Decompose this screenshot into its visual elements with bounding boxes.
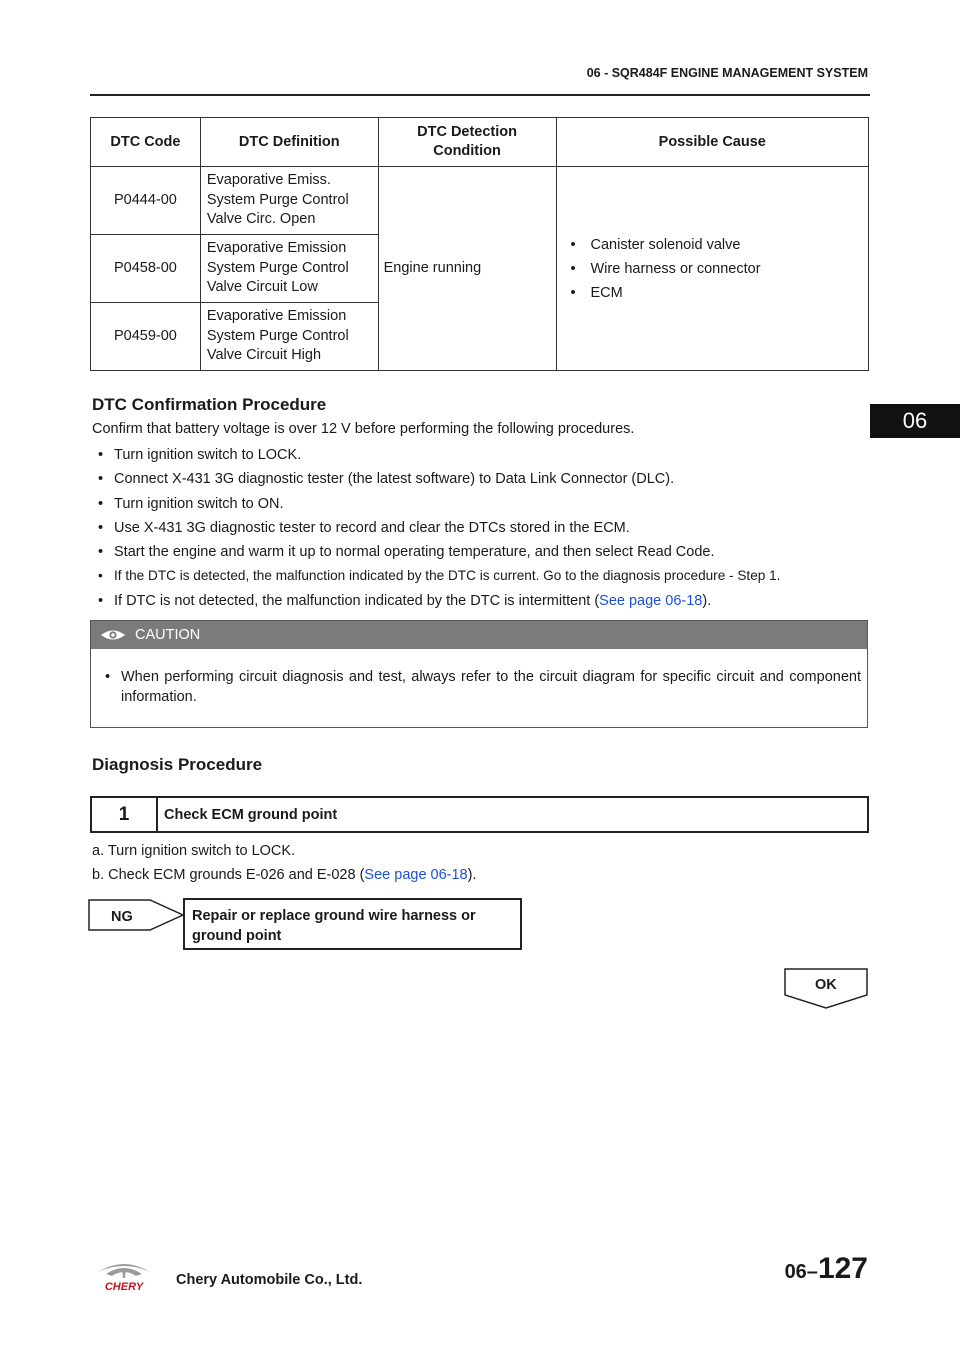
diagnosis-heading: Diagnosis Procedure	[92, 755, 263, 774]
dtc-definition-cell	[200, 235, 378, 303]
page-number-value: 127	[817, 1252, 868, 1285]
column-header-dtc-definition: DTC Definition	[200, 118, 378, 167]
list-item: • Connect X-431 3G diagnostic tester (the latest software) to Data Link Connector (DLC).	[92, 469, 872, 493]
definition-line: System Purge Control	[206, 191, 349, 208]
page-number	[785, 1252, 868, 1286]
definition-line: System Purge Control	[206, 259, 349, 276]
list-item: • Use X-431 3G diagnostic tester to record and clear the DTCs stored in the ECM.	[92, 518, 872, 542]
ok-label: OK	[815, 977, 837, 993]
substep-a: a. Turn ignition switch to LOCK.	[92, 843, 296, 859]
list-item: • ECM	[563, 281, 863, 305]
confirmation-steps	[92, 445, 872, 615]
definition-line: Valve Circ. Open	[206, 211, 316, 228]
list-item: • Canister solenoid valve	[563, 233, 863, 257]
definition-line: Evaporative Emission	[206, 240, 347, 257]
column-header-possible-cause: Possible Cause	[556, 118, 869, 167]
confirmation-intro: Confirm that battery voltage is over 12 V before performing the following procedures.	[92, 421, 635, 437]
table-header-row	[91, 118, 869, 167]
eye-icon	[99, 628, 127, 642]
caution-header	[91, 621, 867, 649]
list-item: • Start the engine and warm it up to normal operating temperature, and then select Read Code.	[92, 542, 872, 566]
see-page-link[interactable]: See page 06-18	[599, 592, 703, 609]
confirmation-heading: DTC Confirmation Procedure	[92, 395, 327, 414]
logo-text: CHERY	[104, 1281, 144, 1293]
section-tab[interactable]: 06	[870, 404, 960, 438]
chery-logo	[92, 1258, 156, 1294]
ng-label: NG	[111, 909, 133, 925]
step-text: If DTC is not detected, the malfunction indicated by the DTC is intermittent (	[114, 592, 600, 609]
dtc-code-cell: P0458-00	[91, 235, 201, 303]
company-name: Chery Automobile Co., Ltd.	[176, 1272, 363, 1288]
definition-line: Valve Circuit Low	[206, 279, 318, 296]
list-item: • Turn ignition switch to LOCK.	[92, 445, 872, 469]
definition-line: Valve Circuit High	[206, 347, 322, 364]
see-page-link[interactable]: See page 06-18	[364, 867, 468, 883]
dtc-code-cell: P0459-00	[91, 303, 201, 371]
dtc-code-cell: P0444-00	[91, 167, 201, 235]
dtc-definition-cell	[200, 303, 378, 371]
diagnosis-step-box	[90, 796, 869, 833]
list-item	[92, 591, 872, 615]
step-title: Check ECM ground point	[164, 806, 338, 823]
ok-arrow[interactable]	[783, 967, 871, 1011]
substep-b-text: b. Check ECM grounds E-026 and E-028 (	[92, 867, 365, 883]
substep-b	[92, 867, 476, 883]
substep-b-end: ).	[467, 867, 477, 883]
caution-box	[90, 620, 868, 728]
column-header-detection-condition	[378, 118, 556, 167]
dtc-definition-cell	[200, 167, 378, 235]
page-prefix: 06–	[784, 1261, 818, 1283]
definition-line: Evaporative Emission	[206, 308, 347, 325]
possible-cause-list	[563, 233, 863, 305]
table-row	[91, 167, 869, 235]
detection-condition-header-text: DTC Detection Condition	[417, 124, 518, 159]
definition-line: Evaporative Emiss.	[206, 172, 331, 189]
definition-line: System Purge Control	[206, 327, 349, 344]
list-item: • If the DTC is detected, the malfunction indicated by the DTC is current. Go to the diagnosis procedure - Step 1.	[92, 566, 872, 590]
header-divider	[90, 94, 870, 96]
list-item: • Turn ignition switch to ON.	[92, 494, 872, 518]
list-item: • Wire harness or connector	[563, 257, 863, 281]
page-header-title: 06 - SQR484F ENGINE MANAGEMENT SYSTEM	[586, 66, 868, 80]
caution-title: CAUTION	[135, 627, 201, 643]
caution-text: • When performing circuit diagnosis and test, always refer to the circuit diagram for specific circuit and component information.	[91, 649, 867, 707]
ng-arrow[interactable]	[88, 898, 186, 932]
possible-cause-cell	[556, 167, 869, 371]
column-header-dtc-code: DTC Code	[91, 118, 201, 167]
detection-condition-cell: Engine running	[378, 167, 556, 371]
ng-action-box: Repair or replace ground wire harness or ground point	[183, 898, 522, 950]
step-number: 1	[92, 798, 158, 831]
step-text-end: ).	[702, 592, 712, 609]
dtc-table	[90, 117, 869, 371]
